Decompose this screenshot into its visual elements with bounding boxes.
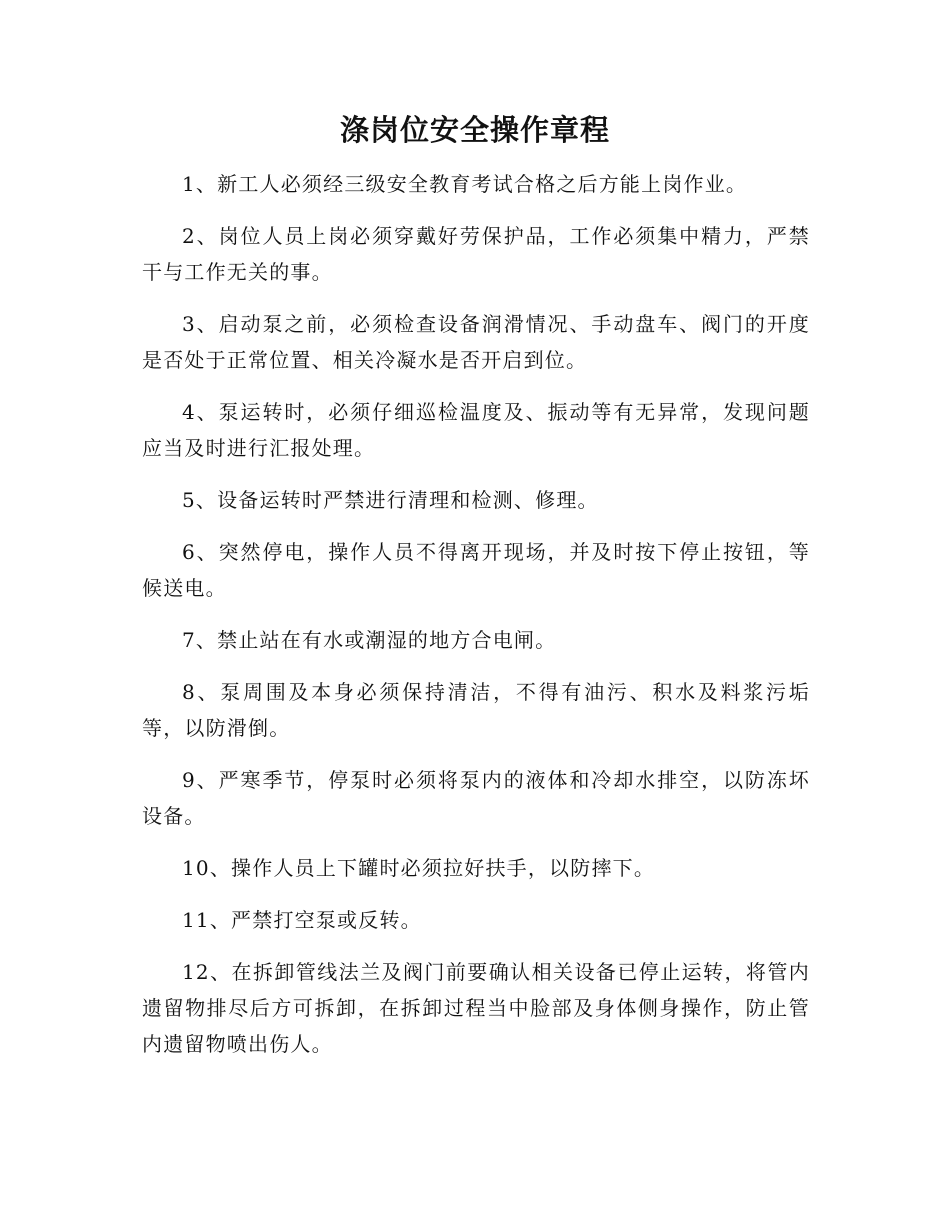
document-title: 涤岗位安全操作章程 xyxy=(339,113,610,147)
rule-paragraph-5: 5、设备运转时严禁进行清理和检测、修理。 xyxy=(182,488,599,512)
rule-paragraph-12: 12、在拆卸管线法兰及阀门前要确认相关设备已停止运转，将管内遗留物排尽后方可拆卸，在拆卸过程当中脸部及身体侧身操作，防止管内遗留物喷出伤人。 xyxy=(142,960,810,1056)
rule-paragraph-10: 10、操作人员上下罐时必须拉好扶手，以防摔下。 xyxy=(182,856,656,880)
rule-paragraph-7: 7、禁止站在有水或潮湿的地方合电闸。 xyxy=(182,628,557,652)
rule-paragraph-11: 11、严禁打空泵或反转。 xyxy=(182,908,422,932)
rule-paragraph-1: 1、新工人必须经三级安全教育考试合格之后方能上岗作业。 xyxy=(182,172,748,196)
rule-paragraph-9: 9、严寒季节，停泵时必须将泵内的液体和冷却水排空，以防冻坏设备。 xyxy=(142,768,810,828)
document-body xyxy=(142,166,810,1078)
rule-paragraph-3: 3、启动泵之前，必须检查设备润滑情况、手动盘车、阀门的开度是否处于正常位置、相关冷凝水是否开启到位。 xyxy=(142,312,810,372)
rule-paragraph-6: 6、突然停电，操作人员不得离开现场，并及时按下停止按钮，等候送电。 xyxy=(142,540,810,600)
rule-paragraph-8: 8、泵周围及本身必须保持清洁，不得有油污、积水及料浆污垢等，以防滑倒。 xyxy=(142,680,810,740)
rule-paragraph-2: 2、岗位人员上岗必须穿戴好劳保护品，工作必须集中精力，严禁干与工作无关的事。 xyxy=(142,224,810,284)
rule-paragraph-4: 4、泵运转时，必须仔细巡检温度及、振动等有无异常，发现问题应当及时进行汇报处理。 xyxy=(142,400,810,460)
